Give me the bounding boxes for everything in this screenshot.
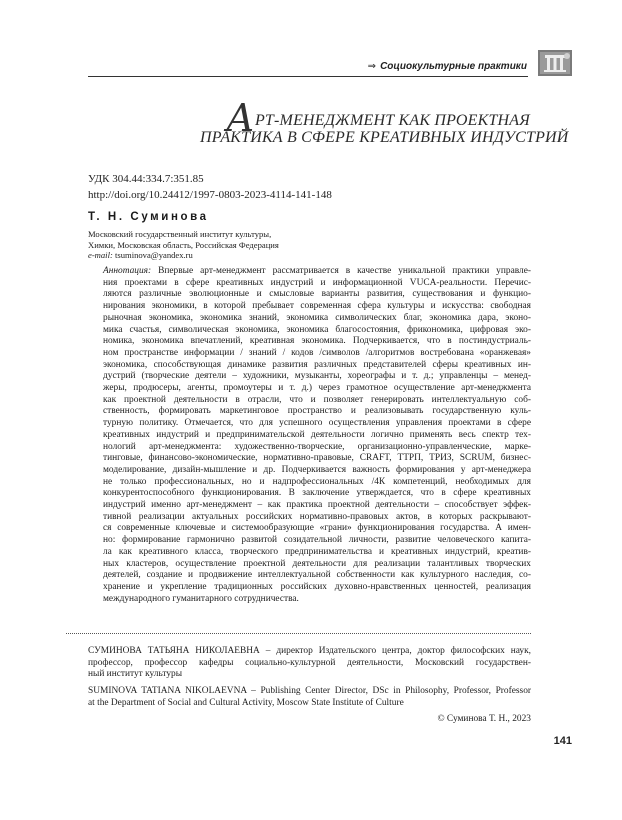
affiliation-line-2: Химки, Московская область, Российская Федерация	[88, 239, 279, 250]
abstract-line: Впервые арт-менеджмент рассматривается в качестве уникальной практики управле-	[151, 266, 531, 276]
affiliation-line-1: Московский государственный институт культуры,	[88, 229, 272, 239]
abstract-line: хранение и укрепление традиционных российских духовно-нравственных ценностей, реализация	[103, 581, 531, 592]
dotted-divider	[66, 633, 531, 634]
abstract-line: рыночная экономика, экономика знаний, экономика символических благ, экономика дара, эконо-	[103, 312, 531, 323]
abstract-label: Аннотация:	[103, 266, 152, 276]
abstract-line: тивной реализации актуальных российских нормативно-правовых актов, в которых раскрывают-	[103, 511, 531, 522]
abstract-line: конкурентоспособного функционирования. В заключение утверждается, что в сфере креативных	[103, 488, 531, 499]
title-line-2: ПРАКТИКА В СФЕРЕ КРЕАТИВНЫХ ИНДУСТРИЙ	[200, 129, 569, 146]
section-label	[368, 61, 527, 72]
title-line-1: РТ-МЕНЕДЖМЕНТ КАК ПРОЕКТНАЯ	[254, 112, 530, 129]
author-bio-ru	[88, 646, 531, 681]
bio-ru-line: – директор Издательского центра, доктор философских наук,	[259, 646, 531, 656]
abstract-line: деятелей, создание и продвижение интеллектуальной собственности как культурного наследия, со-	[103, 570, 531, 581]
author-name: Т. Н. Суминова	[88, 211, 209, 223]
abstract-line: жеры, продюсеры, агенты, промоутеры и т. д.) через грамотное осуществление арт-менеджмента	[103, 383, 531, 394]
abstract-line: но: формирование гармонично развитой созидательной личности, развитие человеческого капита-	[103, 535, 531, 546]
abstract-line: не только профессиональных, но и надпрофессиональных /4К компетенций, необходимых для	[103, 476, 531, 487]
udc-code: УДК 304.44:334.7:351.85	[88, 173, 204, 185]
header-rule	[88, 76, 528, 77]
bio-ru-line: ный институт культуры	[88, 669, 183, 680]
email-address[interactable]: tsuminova@yandex.ru	[114, 250, 193, 260]
bio-en-line: – Publishing Center Director, DSc in Philosophy, Professor, Professor	[246, 686, 532, 696]
abstract-line: индустрий именно арт-менеджмент – как практика проектной деятельности – способствует эффек-	[103, 500, 531, 511]
arrow-right-icon: ⇒	[367, 61, 377, 72]
copyright: © Суминова Т. Н., 2023	[437, 714, 531, 724]
abstract-line: номика, экономика впечатлений, креативная экономика. Подчеркивается, что в постиндустриаль-	[103, 336, 531, 347]
abstract-line: нирования экономики, в которой пребывает современная сфера культуры и искусства: свободная	[103, 301, 531, 312]
abstract	[103, 266, 531, 605]
abstract-line: моделирование, дизайн-мышление и др. Подчеркивается важность формирования у арт-менеджера	[103, 464, 531, 475]
abstract-line: ла как креативного класса, творческого предпринимательства и креативных индустрий, креатив-	[103, 546, 531, 557]
bio-ru-line: профессор, профессор кафедры социально-культурной деятельности, Московский государствен-	[88, 657, 531, 668]
abstract-line: дустрий (творческие деятели – художники, музыканты, хореографы и т. д.; управленцы – менед-	[103, 371, 531, 382]
bio-en-name: SUMINOVA TATIANA NIKOLAEVNA	[88, 686, 247, 696]
author-bio-en	[88, 686, 531, 709]
abstract-line: ляются различные эволюционные и смысловые варианты развития, существования и функцио-	[103, 289, 531, 300]
column-logo-icon	[538, 50, 572, 76]
email-label: e-mail:	[88, 250, 113, 260]
section-title: Социокультурные практики	[380, 61, 527, 72]
bio-ru-name: СУМИНОВА ТАТЬЯНА НИКОЛАЕВНА	[88, 646, 260, 656]
abstract-line: мика счастья, символическая экономика, экономика благосостояния, фрикономика, цифровая эко-	[103, 324, 531, 335]
abstract-line: экономика, способствующая динамике развития различных представителей сферы креативных ин-	[103, 359, 531, 370]
abstract-line: турную политику. Отмечается, что для успешного осуществления управления проектами в сфере	[103, 418, 531, 429]
abstract-line: ных кластеров, осуществление проектной деятельности для реализации талантливых творческих	[103, 558, 531, 569]
title-drop-cap: А	[225, 96, 255, 140]
doi-link[interactable]: http://doi.org/10.24412/1997-0803-2023-4114-141-148	[88, 189, 332, 201]
abstract-line: как проектной деятельности в отрасли, что и позволяет генерировать интеллектуальную соб-	[103, 394, 531, 405]
abstract-line: нологий арт-менеджмента: художественно-творческие, организационно-управленческие, марке-	[103, 441, 531, 452]
abstract-line: ном пространстве информации / знаний / кодов /символов /алгоритмов востребована «оранжевая»	[103, 347, 531, 358]
abstract-line: ственность, формировать маркетинговое пространство и реализовывать государственную куль-	[103, 406, 531, 417]
abstract-line: ся современные ключевые и системообразующие «грани» функционирования государства. А имен-	[103, 523, 531, 534]
bio-en-line: at the Department of Social and Cultural Activity, Moscow State Institute of Culture	[88, 697, 404, 708]
author-affiliation	[88, 229, 279, 261]
author-email	[88, 250, 279, 261]
abstract-line: международного гуманитарного сотрудничества.	[103, 593, 299, 604]
page-number: 141	[553, 735, 572, 747]
abstract-line: ния проектами в сфере креативных индустрий и информационной VUCA-реальности. Перечис-	[103, 277, 531, 288]
abstract-line: тинговые, финансово-экономические, нормативно-правовые, CRAFT, ТТРП, ТРИЗ, SCRUM, бизнес-	[103, 453, 531, 464]
article-title	[200, 96, 569, 146]
abstract-line: креативных индустрий и предпринимательской деятельности логично применять весь спектр тех-	[103, 429, 531, 440]
